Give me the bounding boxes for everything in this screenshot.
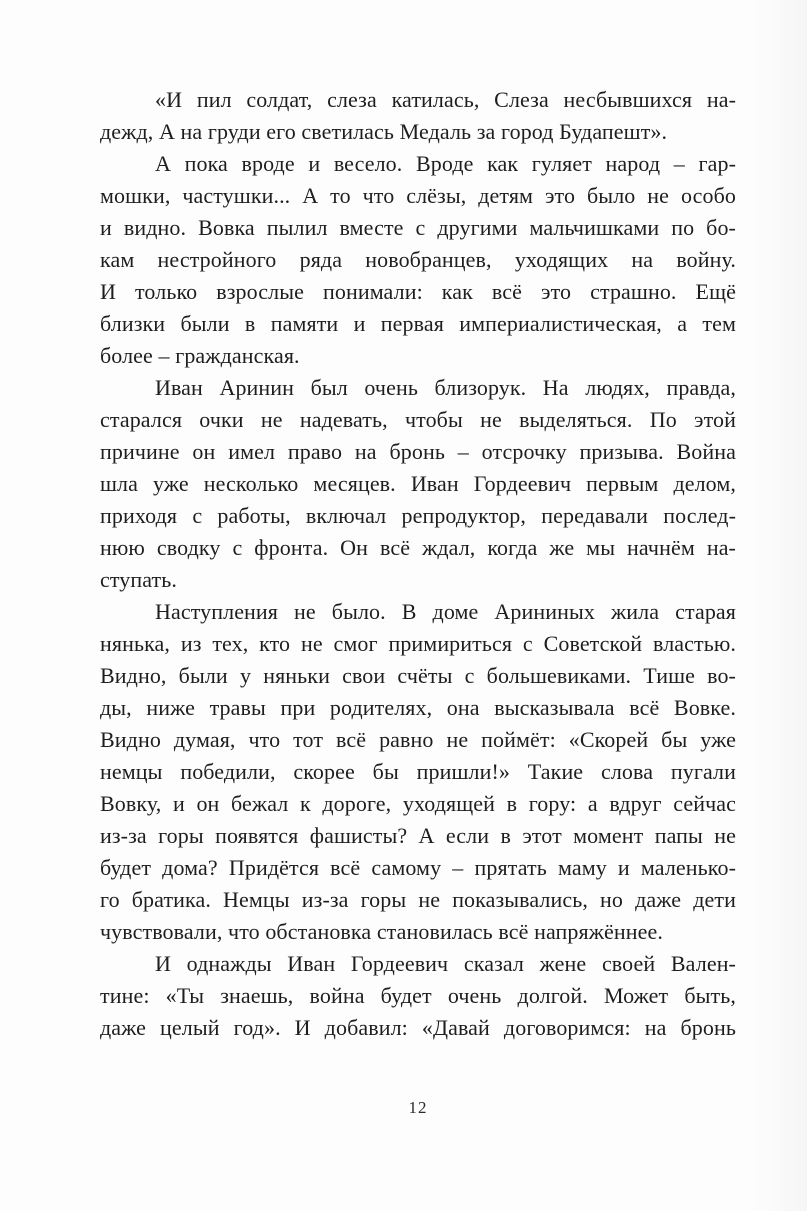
text-line: причине он имел право на бронь – отсрочку призыва. Война bbox=[100, 439, 736, 464]
text-line: Видно думая, что тот всё равно не поймёт: «Скорей бы уже bbox=[100, 727, 736, 752]
page-number: 12 bbox=[408, 1098, 428, 1117]
text-line: нюю сводку с фронта. Он всё ждал, когда же мы начнём на- bbox=[100, 535, 736, 560]
text-line: Видно, были у няньки свои счёты с большевиками. Тише во- bbox=[100, 663, 736, 688]
text-line: приходя с работы, включал репродуктор, передавали послед- bbox=[100, 503, 736, 528]
text-line: тине: «Ты знаешь, война будет очень долгой. Может быть, bbox=[100, 983, 736, 1008]
text-line: Наступления не было. В доме Арининых жила старая bbox=[155, 599, 736, 624]
text-line: мошки, частушки... А то что слёзы, детям это было не особо bbox=[100, 183, 736, 208]
text-line: го братика. Немцы из-за горы не показывались, но даже дети bbox=[100, 887, 736, 912]
text-line: нянька, из тех, кто не смог примириться с Советской властью. bbox=[100, 631, 736, 656]
page-edge-shadow bbox=[755, 0, 807, 1211]
text-line: более – гражданская. bbox=[100, 343, 300, 368]
paragraph bbox=[100, 84, 736, 148]
text-line: шла уже несколько месяцев. Иван Гордеевич первым делом, bbox=[100, 471, 736, 496]
text-line: будет дома? Придётся всё самому – прятать маму и маленько- bbox=[100, 855, 736, 880]
text-line: немцы победили, скорее бы пришли!» Такие слова пугали bbox=[100, 759, 736, 784]
text-line: ступать. bbox=[100, 567, 178, 592]
text-line: Иван Аринин был очень близорук. На людях, правда, bbox=[155, 375, 736, 400]
text-line: И однажды Иван Гордеевич сказал жене своей Вален- bbox=[155, 951, 736, 976]
paragraph bbox=[100, 372, 736, 596]
text-line: из-за горы появятся фашисты? А если в этот момент папы не bbox=[100, 823, 736, 848]
text-line: кам нестройного ряда новобранцев, уходящих на войну. bbox=[100, 247, 736, 272]
text-line: старался очки не надевать, чтобы не выделяться. По этой bbox=[100, 407, 736, 432]
text-line: близки были в памяти и первая империалистическая, а тем bbox=[100, 311, 736, 336]
text-line: дежд, А на груди его светилась Медаль за город Будапешт». bbox=[100, 119, 668, 144]
text-line: «И пил солдат, слеза катилась, Слеза несбывшихся на- bbox=[155, 87, 736, 112]
text-line: ды, ниже травы при родителях, она высказывала всё Вовке. bbox=[100, 695, 736, 720]
text-line: И только взрослые понимали: как всё это страшно. Ещё bbox=[100, 279, 736, 304]
paragraph bbox=[100, 596, 736, 948]
text-line: и видно. Вовка пылил вместе с другими мальчишками по бо- bbox=[100, 215, 736, 240]
text-line: Вовку, и он бежал к дороге, уходящей в гору: а вдруг сейчас bbox=[100, 791, 736, 816]
paragraph bbox=[100, 948, 736, 1044]
text-line: чувствовали, что обстановка становилась всё напряжённее. bbox=[100, 919, 663, 944]
page-text bbox=[100, 84, 736, 1044]
paragraph bbox=[100, 148, 736, 372]
text-line: А пока вроде и весело. Вроде как гуляет народ – гар- bbox=[155, 151, 736, 176]
text-line: даже целый год». И добавил: «Давай договоримся: на бронь bbox=[100, 1015, 736, 1040]
